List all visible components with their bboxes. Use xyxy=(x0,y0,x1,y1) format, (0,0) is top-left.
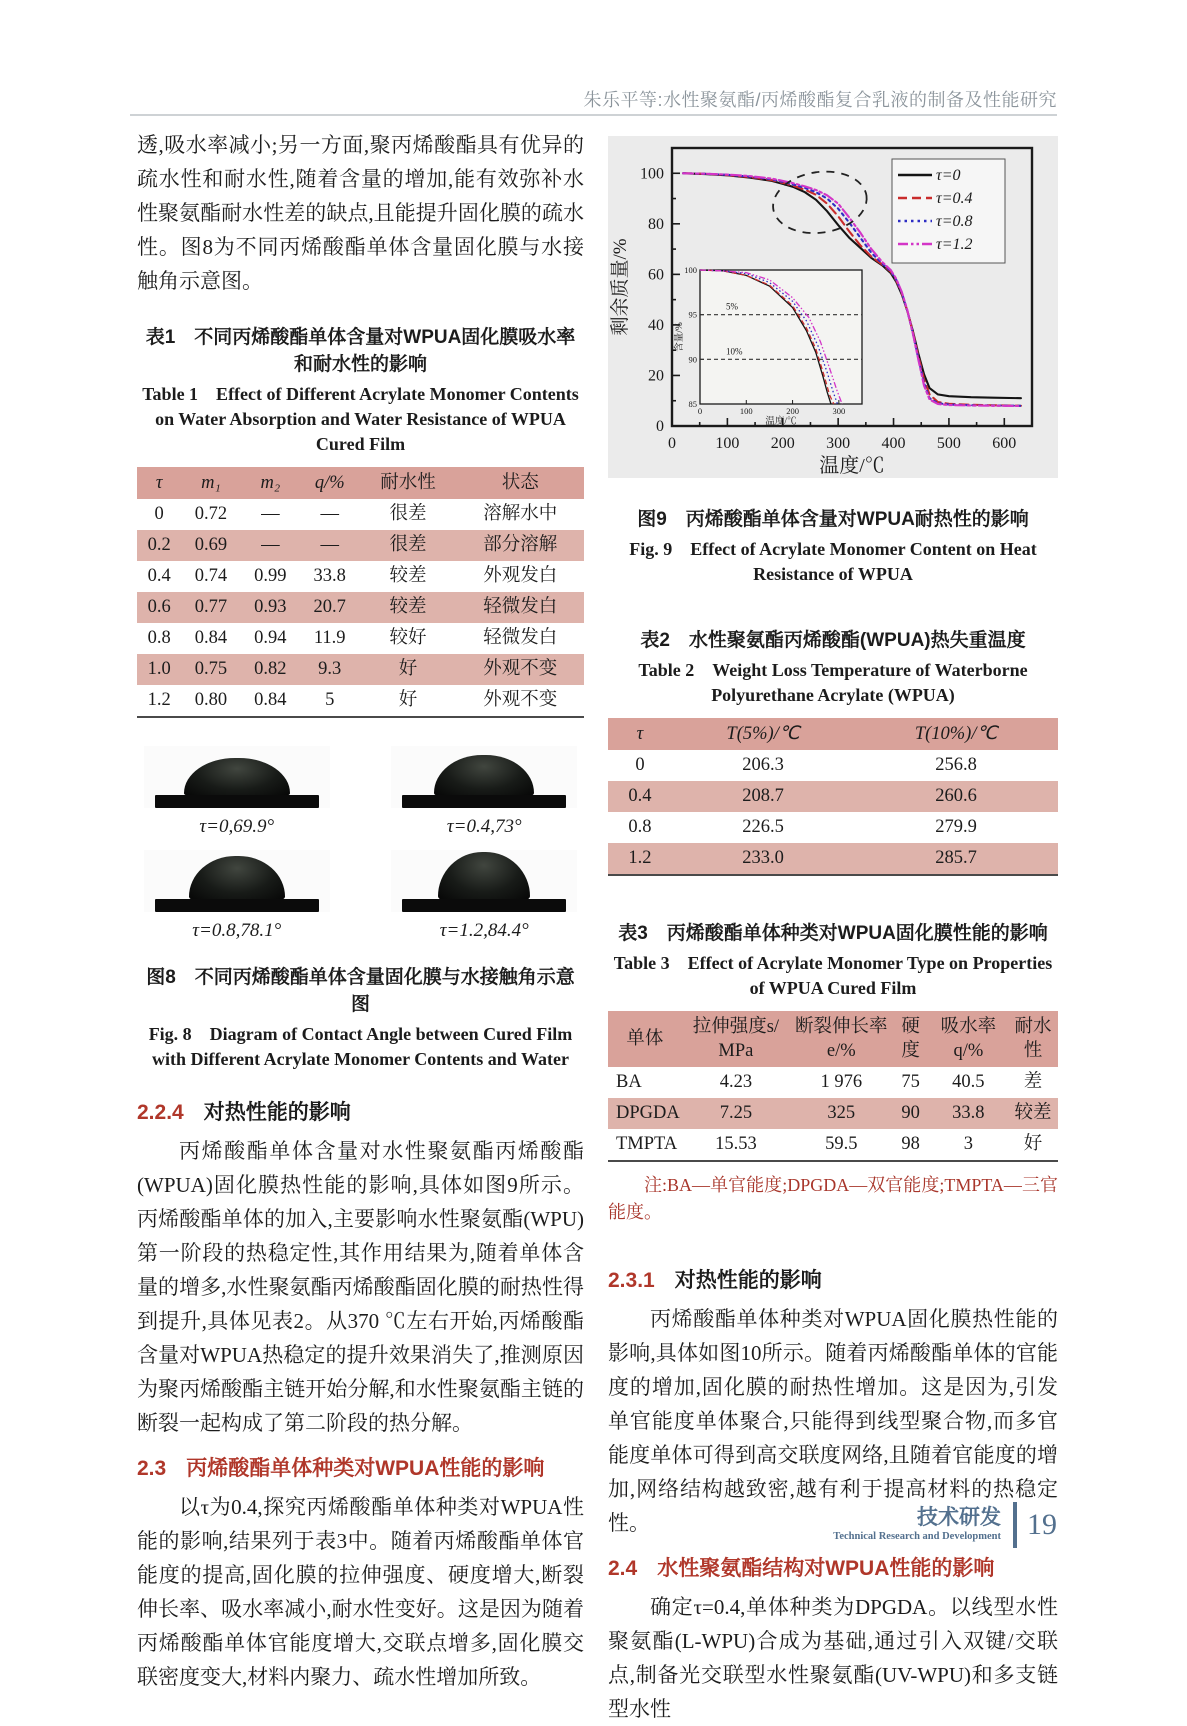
table1 xyxy=(137,467,584,718)
table-cell: 5 xyxy=(325,690,335,710)
figure8-caption-zh: 图8 不同丙烯酸酯单体含量固化膜与水接触角示意图 xyxy=(146,967,575,1015)
table3-caption-zh: 表3 丙烯酸酯单体种类对WPUA固化膜性能的影响 xyxy=(618,923,1048,944)
table-cell: 0.74 xyxy=(194,566,228,586)
right-column xyxy=(608,136,1058,1726)
table-cell: 1.2 xyxy=(608,843,672,875)
contact-angle-label: τ=0.4,73° xyxy=(446,816,522,837)
table-cell: 0.4 xyxy=(147,566,171,586)
table-cell: 90 xyxy=(893,1098,929,1129)
table1-caption-zh: 表1 不同丙烯酸酯单体含量对WPUA固化膜吸水率和耐水性的影响 xyxy=(145,327,576,375)
table-cell: 0.93 xyxy=(241,592,300,623)
substrate-bar xyxy=(402,899,566,912)
column-header: 硬度 xyxy=(893,1011,929,1067)
table-cell: — xyxy=(241,530,300,561)
svg-text:500: 500 xyxy=(936,435,961,452)
table-cell: 溶解水中 xyxy=(483,504,558,524)
table-cell: — xyxy=(320,504,339,524)
contact-angle-panel xyxy=(137,746,337,838)
column-header: 状态 xyxy=(457,467,584,499)
tga-chart-svg xyxy=(608,136,1058,478)
table-row xyxy=(137,499,584,530)
substrate-bar xyxy=(155,795,319,808)
table-cell: 0.72 xyxy=(194,504,228,524)
droplet-photo xyxy=(144,746,330,808)
table-cell: 4.23 xyxy=(719,1072,753,1092)
table-cell: 很差 xyxy=(359,530,456,561)
table-cell: 0.80 xyxy=(194,690,228,710)
header-rule xyxy=(130,114,1057,116)
table-cell: 较差 xyxy=(359,592,456,623)
table-cell: — xyxy=(300,530,359,561)
svg-text:100: 100 xyxy=(739,406,753,416)
figure9-caption-en: Fig. 9 Effect of Acrylate Monomer Content on Heat Resistance of WPUA xyxy=(629,539,1037,584)
svg-text:10%: 10% xyxy=(726,346,743,357)
section-2-4-heading xyxy=(608,1554,1058,1584)
table2-caption-zh: 表2 水性聚氨酯丙烯酸酯(WPUA)热失重温度 xyxy=(640,630,1026,651)
table2 xyxy=(608,718,1058,876)
table-cell: 好 xyxy=(398,690,418,710)
table-cell: 285.7 xyxy=(854,843,1058,875)
water-droplet xyxy=(189,856,285,900)
svg-text:温度/℃: 温度/℃ xyxy=(765,417,797,427)
droplet-photo xyxy=(391,746,577,808)
table3-caption-en: Table 3 Effect of Acrylate Monomer Type on Properties of WPUA Cured Film xyxy=(613,953,1053,998)
table-cell: 轻微发白 xyxy=(457,592,584,623)
contact-angle-label: τ=1.2,84.4° xyxy=(439,920,529,941)
table-cell: 0.4 xyxy=(608,781,672,812)
table-row xyxy=(137,592,584,623)
contact-angle-panel xyxy=(385,746,585,838)
column-header: τ xyxy=(608,718,672,750)
column-header: 耐水性 xyxy=(359,467,456,499)
section-number: 2.2.4 xyxy=(137,1101,184,1124)
svg-text:400: 400 xyxy=(881,435,906,452)
table-row xyxy=(137,623,584,654)
table-cell: DPGDA xyxy=(608,1098,682,1129)
svg-text:τ=0.8: τ=0.8 xyxy=(936,213,973,230)
table-cell: 差 xyxy=(1023,1072,1043,1092)
column-header: 单体 xyxy=(608,1011,682,1067)
svg-text:95: 95 xyxy=(688,309,697,320)
footer-section-name xyxy=(833,1506,1001,1544)
figure8-contact-angle-grid xyxy=(137,746,584,942)
left-column xyxy=(137,128,584,1694)
svg-text:300: 300 xyxy=(832,406,846,416)
table-cell: 外观发白 xyxy=(483,566,558,586)
table-cell: 1.2 xyxy=(147,690,171,710)
footer-section-zh: 技术研发 xyxy=(917,1506,1001,1529)
table-cell: 0.77 xyxy=(181,592,240,623)
section-2-3-1-heading xyxy=(608,1266,1058,1296)
page-footer xyxy=(0,1502,1057,1548)
table-cell: 外观不变 xyxy=(483,690,558,710)
svg-text:0: 0 xyxy=(656,418,664,435)
section-2-3-1-body: 丙烯酸酯单体种类对WPUA固化膜热性能的影响,具体如图10所示。随着丙烯酸酯单体的官能度的增加,固化膜的耐热性增加。这是因为,引发单官能度单体聚合,只能得到线型聚合物,而多官能度单体可得到高交联度网络,且随着官能度的增加,网络结构越致密,越有利于提高材料的热稳定性。 xyxy=(608,1307,1058,1535)
table-cell: 75 xyxy=(901,1072,920,1092)
table-row xyxy=(608,750,1058,781)
table-row xyxy=(608,1129,1058,1161)
table-cell: 0.84 xyxy=(194,628,228,648)
table1-caption-en: Table 1 Effect of Different Acrylate Monomer Contents on Water Absorption and Water Resistance of WPUA Cured Film xyxy=(142,384,579,454)
section-2-4-body: 确定τ=0.4,单体种类为DPGDA。以线型水性聚氨酯(L-WPU)合成为基础,通过引入双键/交联点,制备光交联型水性聚氨酯(UV-WPU)和多支链型水性 xyxy=(608,1595,1058,1721)
table-cell: 较差 xyxy=(389,566,427,586)
table-cell: 11.9 xyxy=(313,628,346,648)
contact-angle-label: τ=0,69.9° xyxy=(199,816,275,837)
svg-text:τ=1.2: τ=1.2 xyxy=(936,236,973,253)
section-number: 2.4 xyxy=(608,1557,638,1580)
table-row xyxy=(137,561,584,592)
section-title: 丙烯酸酯单体种类对WPUA性能的影响 xyxy=(186,1457,545,1480)
table-cell: 好 xyxy=(359,654,456,685)
figure9-tga-chart xyxy=(608,136,1058,478)
table-cell: 7.25 xyxy=(682,1098,790,1129)
table-cell: 轻微发白 xyxy=(483,628,558,648)
table-cell: 0 xyxy=(635,755,645,775)
table3 xyxy=(608,1011,1058,1162)
intro-paragraph: 透,吸水率减小;另一方面,聚丙烯酸酯具有优异的疏水性和耐水性,随着含量的增加,能有效弥补水性聚氨酯耐水性差的缺点,且能提升固化膜的疏水性。图8为不同丙烯酸酯单体含量固化膜与水接触角示意图。 xyxy=(137,133,584,293)
table-cell: — xyxy=(261,504,280,524)
svg-text:20: 20 xyxy=(648,367,664,385)
svg-text:90: 90 xyxy=(688,354,697,365)
footer-section-en: Technical Research and Development xyxy=(833,1531,1001,1542)
section-2-3-body: 以τ为0.4,探究丙烯酸酯单体种类对WPUA性能的影响,结果列于表3中。随着丙烯酸酯单体官能度的提高,固化膜的拉伸强度、硬度增大,断裂伸长率、吸水率减小,耐水性变好。这是因为随着丙烯酸酯单体官能度增大,交联点增多,固化膜交联密度变大,材料内聚力、疏水性增加所致。 xyxy=(137,1495,584,1689)
table-cell: 较好 xyxy=(389,628,427,648)
table-cell: 0.82 xyxy=(241,654,300,685)
column-header: T(10%)/℃ xyxy=(854,718,1058,750)
table-cell: 0.2 xyxy=(137,530,181,561)
water-droplet xyxy=(438,852,530,900)
table-cell: 0.6 xyxy=(137,592,181,623)
table-cell: 3 xyxy=(963,1134,973,1154)
column-header: 吸水率 q/% xyxy=(929,1011,1008,1067)
table-cell: 59.5 xyxy=(825,1134,858,1154)
column-header: m₁ xyxy=(181,467,240,499)
table-cell: 好 xyxy=(1023,1134,1043,1154)
table-cell: 33.8 xyxy=(313,566,346,586)
section-title: 对热性能的影响 xyxy=(203,1101,351,1124)
svg-text:0: 0 xyxy=(668,435,676,452)
column-header: 断裂伸长率e/% xyxy=(790,1011,892,1067)
contact-angle-panel xyxy=(385,850,585,942)
droplet-photo xyxy=(144,850,330,912)
table-row xyxy=(137,685,584,717)
table-cell: 279.9 xyxy=(935,817,977,837)
table-cell: 0.8 xyxy=(147,628,171,648)
section-2-3-heading xyxy=(137,1454,584,1484)
column-header: T(5%)/℃ xyxy=(672,718,854,750)
section-title: 水性聚氨酯结构对WPUA性能的影响 xyxy=(657,1557,995,1580)
table-cell: 325 xyxy=(790,1098,892,1129)
table-cell: 33.8 xyxy=(929,1098,1008,1129)
column-header: 拉伸强度s/ MPa xyxy=(682,1011,790,1067)
table-cell: 98 xyxy=(901,1134,920,1154)
table-cell: 1 976 xyxy=(820,1072,863,1092)
svg-text:剩余质量/%: 剩余质量/% xyxy=(610,238,631,336)
column-header: q/% xyxy=(300,467,359,499)
svg-text:0: 0 xyxy=(697,406,703,416)
substrate-bar xyxy=(155,899,319,912)
table-cell: 233.0 xyxy=(672,843,854,875)
svg-text:5%: 5% xyxy=(726,301,738,312)
water-droplet xyxy=(434,755,534,796)
table-cell: 0.75 xyxy=(181,654,240,685)
table-row xyxy=(608,812,1058,843)
table-cell: 外观不变 xyxy=(457,654,584,685)
table3-note: 注:BA—单官能度;DPGDA—双官能度;TMPTA—三官能度。 xyxy=(608,1175,1058,1222)
table-cell: 很差 xyxy=(389,504,427,524)
table-cell: 208.7 xyxy=(672,781,854,812)
table-cell: 0 xyxy=(154,504,164,524)
column-header: τ xyxy=(137,467,181,499)
substrate-bar xyxy=(402,795,566,808)
table2-caption-en: Table 2 Weight Loss Temperature of Waterborne Polyurethane Acrylate (WPUA) xyxy=(638,660,1028,705)
svg-text:40: 40 xyxy=(648,316,664,334)
table-cell: 0.69 xyxy=(181,530,240,561)
svg-text:85: 85 xyxy=(688,399,697,409)
water-droplet xyxy=(184,758,290,796)
section-2-2-4-body: 丙烯酸酯单体含量对水性聚氨酯丙烯酸酯(WPUA)固化膜热性能的影响,具体如图9所示。丙烯酸酯单体的加入,主要影响水性聚氨酯(WPU)第一阶段的热稳定性,其作用结果为,随着单体含量的增多,水性聚氨酯丙烯酸酯固化膜的耐热性得到提升,具体见表2。从370 ℃左右开始,丙烯酸酯含量对WPUA热稳定的提升效果消失了,推测原因为聚丙烯酸酯主链开始分解,和水性聚氨酯主链的断裂一起构成了第二阶段的热分解。 xyxy=(137,1139,584,1435)
table-row xyxy=(137,530,584,561)
section-2-2-4-heading xyxy=(137,1098,584,1128)
droplet-photo xyxy=(391,850,577,912)
table-cell: 部分溶解 xyxy=(457,530,584,561)
figure9-caption-zh: 图9 丙烯酸酯单体含量对WPUA耐热性的影响 xyxy=(637,509,1029,530)
table-row xyxy=(608,843,1058,875)
page-number: 19 xyxy=(1027,1508,1057,1541)
svg-text:100: 100 xyxy=(684,265,697,275)
svg-text:100: 100 xyxy=(640,165,664,183)
svg-text:温度/℃: 温度/℃ xyxy=(819,455,885,477)
contact-angle-label: τ=0.8,78.1° xyxy=(192,920,282,941)
table-cell: 260.6 xyxy=(854,781,1058,812)
svg-text:200: 200 xyxy=(786,406,799,416)
section-title: 对热性能的影响 xyxy=(674,1269,822,1292)
figure8-caption-en: Fig. 8 Diagram of Contact Angle between Cured Film with Different Acrylate Monomer Contents and Water xyxy=(148,1024,573,1069)
svg-text:600: 600 xyxy=(992,435,1017,452)
running-head-title: 朱乐平等:水性聚氨酯/丙烯酸酯复合乳液的制备及性能研究 xyxy=(583,90,1057,110)
table-cell: 206.3 xyxy=(742,755,784,775)
svg-text:100: 100 xyxy=(715,435,740,452)
table-cell: 15.53 xyxy=(715,1134,757,1154)
table-row xyxy=(608,1067,1058,1098)
table-row xyxy=(137,654,584,685)
table-cell: 0.99 xyxy=(254,566,287,586)
table-row xyxy=(608,1098,1058,1129)
table-cell: BA xyxy=(616,1072,642,1092)
svg-text:含量/%: 含量/% xyxy=(675,322,685,352)
section-number: 2.3.1 xyxy=(608,1269,655,1292)
table-row xyxy=(608,781,1058,812)
svg-text:τ=0: τ=0 xyxy=(936,167,961,184)
table-cell: 1.0 xyxy=(137,654,181,685)
svg-text:τ=0.4: τ=0.4 xyxy=(936,190,973,207)
svg-text:60: 60 xyxy=(648,266,664,284)
svg-text:200: 200 xyxy=(770,435,795,452)
svg-text:80: 80 xyxy=(648,215,664,233)
table-cell: 20.7 xyxy=(300,592,359,623)
table-cell: 9.3 xyxy=(300,654,359,685)
table-cell: 226.5 xyxy=(742,817,784,837)
column-header: m₂ xyxy=(241,467,300,499)
column-header: 耐水性 xyxy=(1008,1011,1058,1067)
table-cell: 0.94 xyxy=(254,628,287,648)
section-number: 2.3 xyxy=(137,1457,167,1480)
table-cell: 40.5 xyxy=(952,1072,985,1092)
svg-text:300: 300 xyxy=(826,435,851,452)
table-cell: 256.8 xyxy=(935,755,977,775)
table-cell: 0.84 xyxy=(254,690,287,710)
footer-divider xyxy=(1013,1502,1017,1548)
table-cell: TMPTA xyxy=(616,1134,678,1154)
contact-angle-panel xyxy=(137,850,337,942)
table-cell: 0.8 xyxy=(628,817,652,837)
table-cell: 较差 xyxy=(1008,1098,1058,1129)
